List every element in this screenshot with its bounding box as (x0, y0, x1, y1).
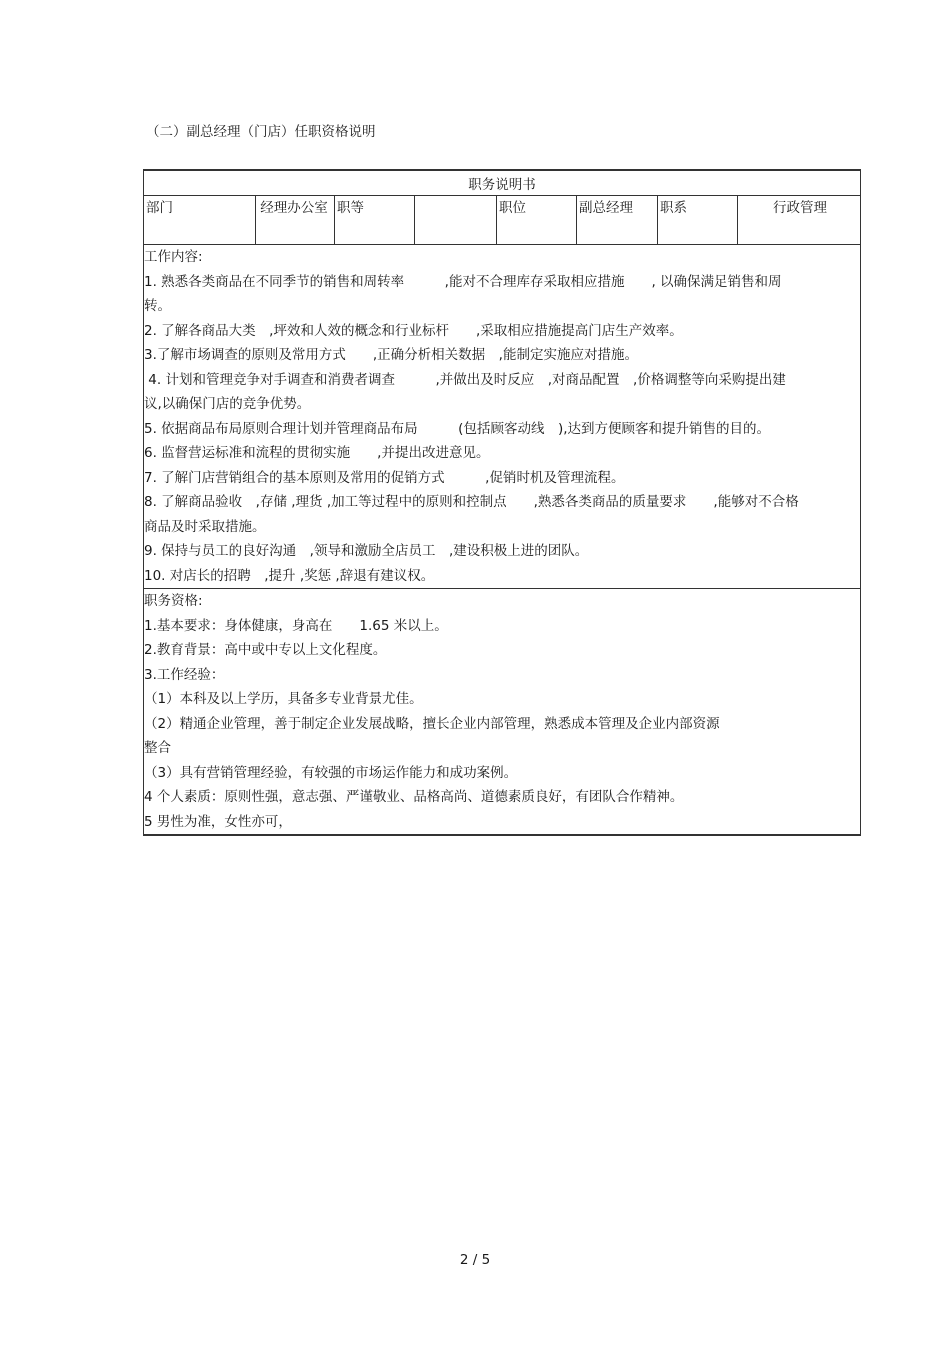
page-number: 2 / 5 (459, 1252, 491, 1268)
qualification-line: 3.工作经验： (144, 666, 225, 683)
work-content-line: 2. 了解各商品大类 ,坪效和人效的概念和行业标杆 ,采取相应措施提高门店生产效率。 (144, 322, 683, 339)
work-content-line: 转。 (144, 298, 171, 314)
qualification-line: （1）本科及以上学历，具备多专业背景尤佳。 (144, 691, 423, 707)
section-heading: （二）副总经理（门店）任职资格说明 (146, 124, 376, 140)
qualification-line: 5 男性为准，女性亦可， (144, 813, 292, 830)
position-value: 副总经理 (577, 196, 658, 245)
work-content-line: 7. 了解门店营销组合的基本原则及常用的促销方式 ,促销时机及管理流程。 (144, 469, 625, 486)
dept-value: 经理办公室 (256, 196, 335, 245)
work-content-line: 1. 熟悉各类商品在不同季节的销售和周转率 ,能对不合理库存采取相应措施 , 以确保满足销售和周 (144, 273, 782, 290)
work-content-label: 工作内容: (144, 249, 203, 265)
qualifications-section (144, 589, 861, 836)
series-label: 职系 (658, 196, 738, 245)
qualification-line: （2）精通企业管理，善于制定企业发展战略，擅长企业内部管理，熟悉成本管理及企业内部资源 (144, 715, 720, 732)
grade-value (415, 196, 497, 245)
qualifications-label: 职务资格: (144, 593, 203, 609)
work-content-line: 10. 对店长的招聘 ,提升 ,奖惩 ,辞退有建议权。 (144, 567, 435, 584)
qualification-line: （3）具有营销管理经验，有较强的市场运作能力和成功案例。 (144, 764, 518, 781)
qualification-line: 整合 (144, 740, 171, 756)
job-description-table (143, 169, 861, 836)
qualification-line: 2.教育背景：高中或中专以上文化程度。 (144, 642, 387, 658)
work-content-line: 5. 依据商品布局原则合理计划并管理商品布局 (包括顾客动线 ),达到方便顾客和提升销售的目的。 (144, 420, 770, 437)
work-content-line: 商品及时采取措施。 (144, 518, 266, 535)
table-title: 职务说明书 (144, 170, 861, 196)
qualification-line: 4 个人素质：原则性强，意志强、严谨敬业、品格高尚、道德素质良好，有团队合作精神。 (144, 789, 684, 805)
work-content-line: 8. 了解商品验收 ,存储 ,理货 ,加工等过程中的原则和控制点 ,熟悉各类商品的质量要求 ,能够对不合格 (144, 494, 799, 510)
grade-label: 职等 (335, 196, 415, 245)
work-content-line: 4. 计划和管理竞争对手调查和消费者调查 ,并做出及时反应 ,对商品配置 ,价格调整等向采购提出建 (144, 371, 786, 388)
position-label: 职位 (497, 196, 577, 245)
series-value: 行政管理 (738, 196, 861, 245)
work-content-line: 9. 保持与员工的良好沟通 ,领导和激励全店员工 ,建设积极上进的团队。 (144, 543, 589, 559)
work-content-line: 6. 监督营运标准和流程的贯彻实施 ,并提出改进意见。 (144, 445, 490, 461)
work-content-line: 3.了解市场调查的原则及常用方式 ,正确分析相关数据 ,能制定实施应对措施。 (144, 347, 638, 363)
dept-label: 部门 (144, 196, 256, 245)
qualification-line: 1.基本要求：身体健康，身高在 1.65 米以上。 (144, 617, 448, 634)
work-content-line: 议,以确保门店的竞争优势。 (144, 396, 311, 412)
work-content-section (144, 245, 861, 589)
